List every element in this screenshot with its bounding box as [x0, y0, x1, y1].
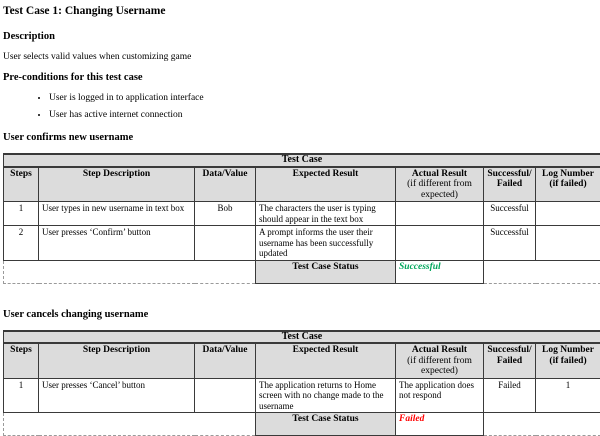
cell-steps: 1	[4, 378, 39, 413]
col-header-actual-result: Actual Result (if different from expected)	[396, 167, 484, 202]
table-row	[4, 378, 600, 413]
cell-step-description: User presses ‘Cancel’ button	[39, 378, 195, 413]
col-header-log-number: Log Number (if failed)	[536, 343, 600, 378]
cell-expected-result: The characters the user is typing should appear in the text box	[256, 202, 396, 226]
col-header-expected-result: Expected Result	[256, 343, 396, 378]
cell-expected-result: The application returns to Home screen with no change made to the username	[256, 378, 396, 413]
section-heading-confirm: User confirms new username	[3, 132, 598, 144]
status-spacer	[4, 413, 256, 436]
test-case-status-value: Failed	[396, 413, 484, 436]
col-header-data-value: Data/Value	[195, 167, 256, 202]
description-text: User selects valid values when customizing game	[3, 52, 598, 63]
description-heading: Description	[3, 31, 598, 43]
cell-successful-failed: Successful	[484, 226, 536, 261]
col-header-step-description: Step Description	[39, 167, 195, 202]
cell-actual-result: The application does not respond	[396, 378, 484, 413]
test-case-status-value: Successful	[396, 260, 484, 283]
cell-successful-failed: Failed	[484, 378, 536, 413]
col-header-actual-result: Actual Result (if different from expected)	[396, 343, 484, 378]
status-spacer	[484, 260, 600, 283]
cell-data-value	[195, 378, 256, 413]
cell-step-description: User types in new username in text box	[39, 202, 195, 226]
section-heading-cancel: User cancels changing username	[3, 309, 598, 321]
col-header-steps: Steps	[4, 167, 39, 202]
status-row	[4, 260, 600, 283]
cell-step-description: User presses ‘Confirm’ button	[39, 226, 195, 261]
table-banner-row	[4, 154, 600, 167]
cell-steps: 2	[4, 226, 39, 261]
cell-successful-failed: Successful	[484, 202, 536, 226]
col-header-successful-failed: Successful/ Failed	[484, 167, 536, 202]
test-case-status-label: Test Case Status	[256, 413, 396, 436]
cell-steps: 1	[4, 202, 39, 226]
cell-expected-result: A prompt informs the user their username has been successfully updated	[256, 226, 396, 261]
test-case-table-confirm	[3, 153, 600, 284]
col-header-steps: Steps	[4, 343, 39, 378]
status-spacer	[4, 260, 256, 283]
col-header-expected-result: Expected Result	[256, 167, 396, 202]
col-header-step-description: Step Description	[39, 343, 195, 378]
table-header-row	[4, 343, 600, 378]
table-row	[4, 202, 600, 226]
col-header-log-number: Log Number (if failed)	[536, 167, 600, 202]
page-title: Test Case 1: Changing Username	[3, 5, 598, 18]
table-banner: Test Case	[4, 331, 600, 344]
cell-actual-result	[396, 226, 484, 261]
table-banner: Test Case	[4, 154, 600, 167]
cell-data-value	[195, 226, 256, 261]
test-case-table-cancel	[3, 330, 600, 436]
table-header-row	[4, 167, 600, 202]
preconditions-heading: Pre-conditions for this test case	[3, 72, 598, 84]
precondition-item: • User has active internet connection	[49, 110, 598, 121]
cell-log-number	[536, 226, 600, 261]
precondition-item: • User is logged in to application interface	[49, 93, 598, 104]
cell-actual-result	[396, 202, 484, 226]
cell-log-number	[536, 202, 600, 226]
status-row	[4, 413, 600, 436]
status-spacer	[484, 413, 600, 436]
preconditions-list	[3, 93, 598, 121]
col-header-data-value: Data/Value	[195, 343, 256, 378]
table-row	[4, 226, 600, 261]
cell-data-value: Bob	[195, 202, 256, 226]
cell-log-number: 1	[536, 378, 600, 413]
table-banner-row	[4, 331, 600, 344]
test-case-status-label: Test Case Status	[256, 260, 396, 283]
col-header-successful-failed: Successful/ Failed	[484, 343, 536, 378]
